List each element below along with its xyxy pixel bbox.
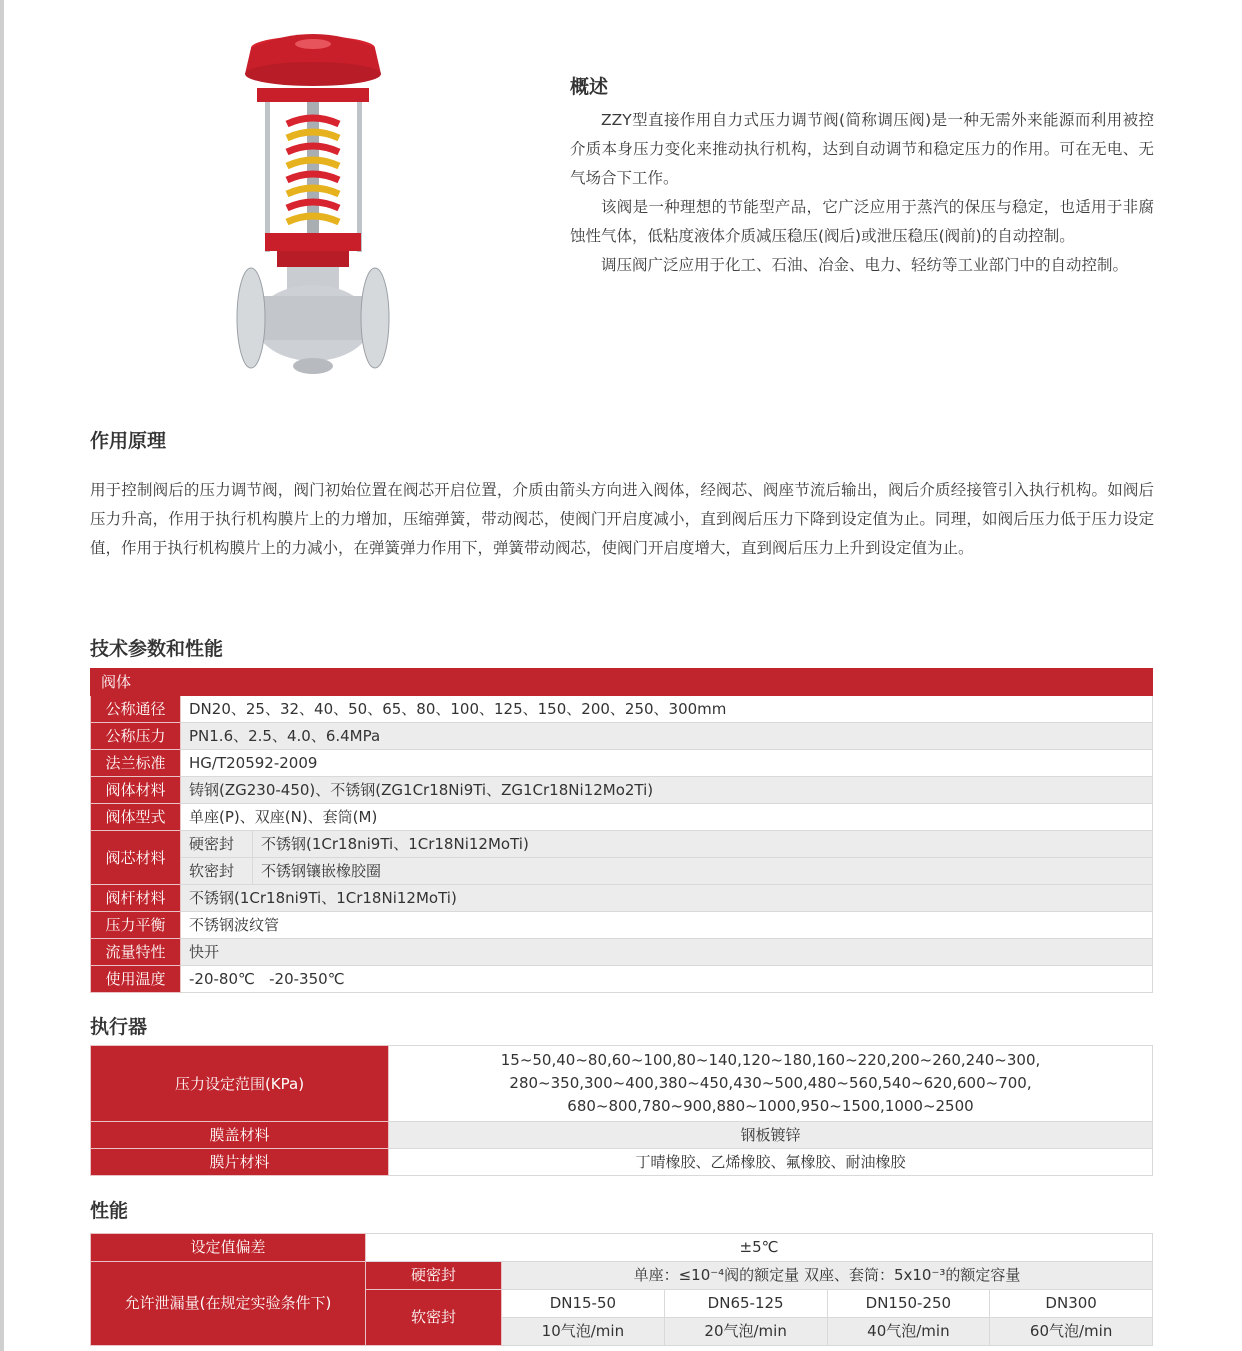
performance-title: 性能 xyxy=(90,1200,129,1222)
row-label: 膜盖材料 xyxy=(91,1122,389,1149)
row-label: 阀芯材料 xyxy=(91,831,181,885)
row-value: PN1.6、2.5、4.0、6.4MPa xyxy=(181,723,1153,750)
sub-label: 硬密封 xyxy=(366,1262,502,1290)
row-label: 公称压力 xyxy=(91,723,181,750)
range-line: 680~800,780~900,880~1000,950~1500,1000~2500 xyxy=(567,1097,974,1115)
table-row xyxy=(91,885,1153,912)
table-row xyxy=(91,939,1153,966)
principle-title: 作用原理 xyxy=(90,430,167,452)
row-value: 单座：≤10⁻⁴阀的额定量 双座、套筒：5x10⁻³的额定容量 xyxy=(502,1262,1153,1290)
overview-body xyxy=(570,106,1154,280)
row-value: 不锈钢波纹管 xyxy=(181,912,1153,939)
performance-table xyxy=(90,1233,1153,1346)
bubble-cell: 10气泡/min xyxy=(502,1318,665,1346)
row-label: 压力设定范围(KPa) xyxy=(91,1046,389,1122)
row-label: 公称通径 xyxy=(91,696,181,723)
tech-title: 技术参数和性能 xyxy=(90,638,224,660)
sub-label: 软密封 xyxy=(366,1290,502,1346)
row-value: ±5℃ xyxy=(366,1234,1153,1262)
row-label: 压力平衡 xyxy=(91,912,181,939)
size-cell: DN15-50 xyxy=(502,1290,665,1318)
bubble-cell: 60气泡/min xyxy=(990,1318,1153,1346)
row-label: 阀杆材料 xyxy=(91,885,181,912)
row-value: 不锈钢镶嵌橡胶圈 xyxy=(253,858,1153,885)
row-label: 法兰标准 xyxy=(91,750,181,777)
size-cell: DN65-125 xyxy=(664,1290,827,1318)
table-row xyxy=(91,696,1153,723)
table-header: 阀体 xyxy=(91,669,1153,696)
table-row xyxy=(91,1262,1153,1290)
row-label: 使用温度 xyxy=(91,966,181,993)
sub-label: 硬密封 xyxy=(181,831,253,858)
row-label: 流量特性 xyxy=(91,939,181,966)
overview-paragraph: 该阀是一种理想的节能型产品，它广泛应用于蒸汽的保压与稳定，也适用于非腐蚀性气体，低粘度液体介质减压稳压(阀后)或泄压稳压(阀前)的自动控制。 xyxy=(570,198,1154,245)
row-value xyxy=(389,1046,1153,1122)
table-row xyxy=(91,1149,1153,1176)
page-edge xyxy=(0,0,4,1351)
table-row xyxy=(91,858,1153,885)
overview-paragraph: ZZY型直接作用自力式压力调节阀(简称调压阀)是一种无需外来能源而利用被控介质本身压力变化来推动执行机构，达到自动调节和稳定压力的作用。可在无电、无气场合下工作。 xyxy=(570,111,1154,187)
row-value: -20-80℃ -20-350℃ xyxy=(181,966,1153,993)
bubble-cell: 20气泡/min xyxy=(664,1318,827,1346)
row-value: 不锈钢(1Cr18ni9Ti、1Cr18Ni12MoTi) xyxy=(253,831,1153,858)
row-value: 快开 xyxy=(181,939,1153,966)
row-value: 丁晴橡胶、乙烯橡胶、氟橡胶、耐油橡胶 xyxy=(389,1149,1153,1176)
table-row xyxy=(91,669,1153,696)
table-row xyxy=(91,1046,1153,1122)
overview-paragraph: 调压阀广泛应用于化工、石油、冶金、电力、轻纺等工业部门中的自动控制。 xyxy=(601,256,1129,274)
actuator-title: 执行器 xyxy=(90,1016,148,1038)
table-row xyxy=(91,723,1153,750)
row-value: DN20、25、32、40、50、65、80、100、125、150、200、250、300mm xyxy=(181,696,1153,723)
row-value: 铸钢(ZG230-450)、不锈钢(ZG1Cr18Ni9Ti、ZG1Cr18Ni12Mo2Ti) xyxy=(181,777,1153,804)
row-label: 阀体材料 xyxy=(91,777,181,804)
table-row xyxy=(91,1234,1153,1262)
row-label: 膜片材料 xyxy=(91,1149,389,1176)
size-cell: DN150-250 xyxy=(827,1290,990,1318)
table-row xyxy=(91,777,1153,804)
range-line: 280~350,300~400,380~450,430~500,480~560,540~620,600~700, xyxy=(509,1074,1032,1092)
table-row xyxy=(91,966,1153,993)
row-value: 不锈钢(1Cr18ni9Ti、1Cr18Ni12MoTi) xyxy=(181,885,1153,912)
overview-title: 概述 xyxy=(570,76,609,98)
bubble-cell: 40气泡/min xyxy=(827,1318,990,1346)
sub-label: 软密封 xyxy=(181,858,253,885)
row-label: 阀体型式 xyxy=(91,804,181,831)
principle-text: 用于控制阀后的压力调节阀，阀门初始位置在阀芯开启位置，介质由箭头方向进入阀体，经阀芯、阀座节流后输出，阀后介质经接管引入执行机构。如阀后压力升高，作用于执行机构膜片上的力增加，压缩弹簧，带动阀芯，使阀门开启度减小，直到阀后压力下降到设定值为止。同理，如阀后压力低于压力设定值，作用于执行机构膜片上的力减小，在弹簧弹力作用下，弹簧带动阀芯，使阀门开启度增大，直到阀后压力上升到设定值为止。 xyxy=(90,481,1154,557)
table-row xyxy=(91,1122,1153,1149)
table-row xyxy=(91,804,1153,831)
row-value: 钢板镀锌 xyxy=(389,1122,1153,1149)
row-label: 允许泄漏量(在规定实验条件下) xyxy=(91,1262,366,1346)
table-row xyxy=(91,831,1153,858)
table-row xyxy=(91,750,1153,777)
row-value: HG/T20592-2009 xyxy=(181,750,1153,777)
table-row xyxy=(91,912,1153,939)
size-cell: DN300 xyxy=(990,1290,1153,1318)
tech-params-table xyxy=(90,668,1153,993)
valve-product-image xyxy=(225,28,400,378)
row-label: 设定值偏差 xyxy=(91,1234,366,1262)
actuator-table xyxy=(90,1045,1153,1176)
range-line: 15~50,40~80,60~100,80~140,120~180,160~220,200~260,240~300, xyxy=(500,1051,1041,1069)
row-value: 单座(P)、双座(N)、套筒(M) xyxy=(181,804,1153,831)
